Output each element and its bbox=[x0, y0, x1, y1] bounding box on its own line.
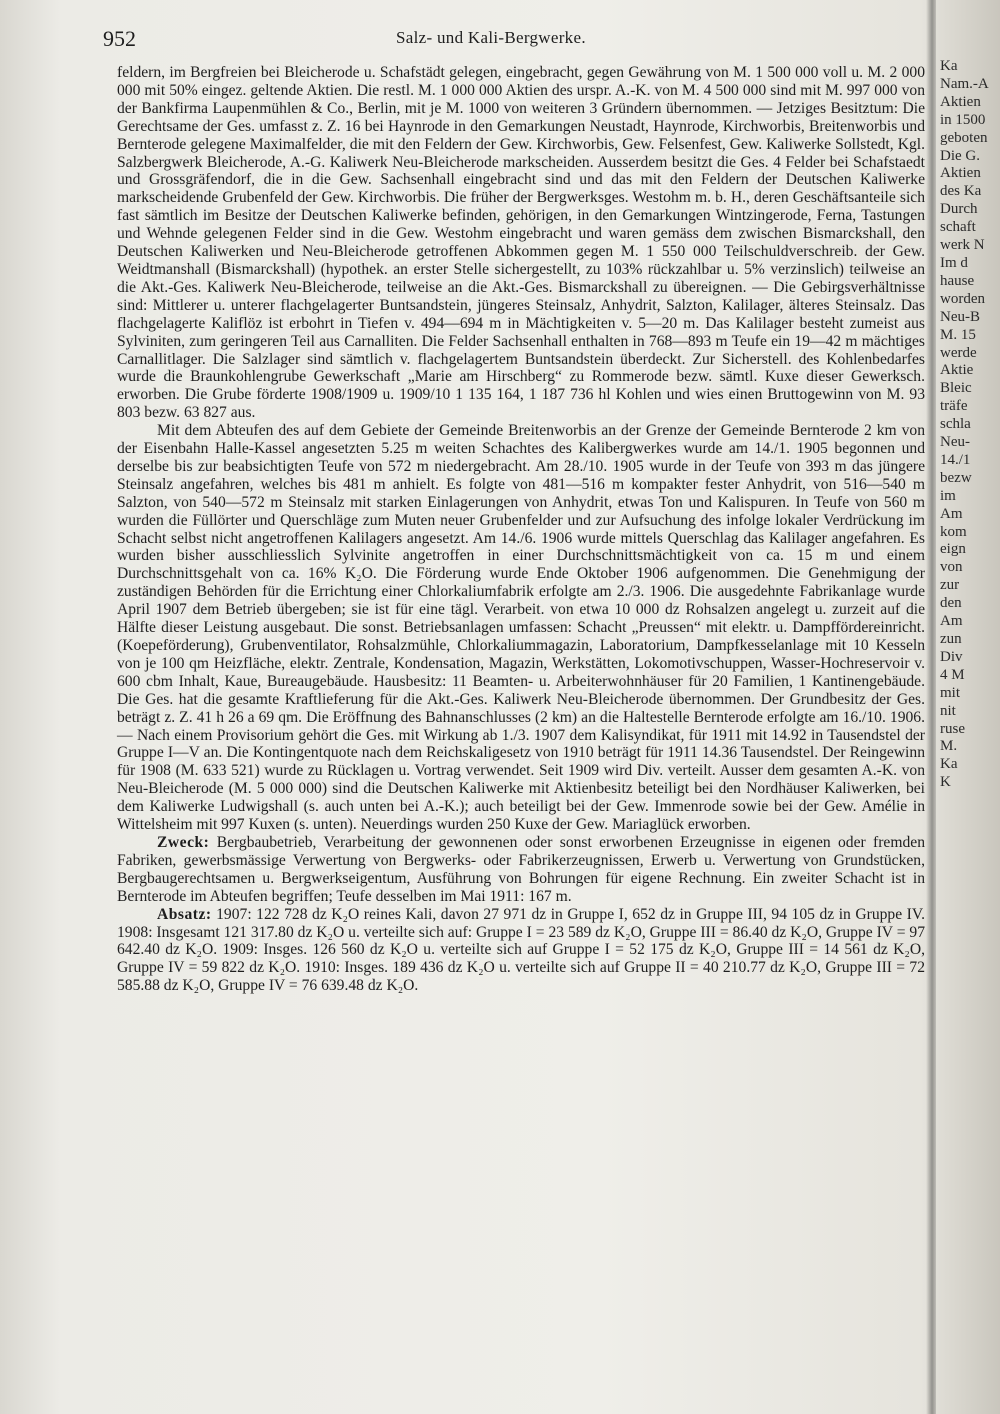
absatz-label: Absatz: bbox=[157, 905, 212, 923]
facing-fragment: werk N bbox=[940, 237, 985, 254]
facing-fragment: hause bbox=[940, 272, 975, 289]
facing-fragment: zur bbox=[940, 577, 960, 594]
facing-fragment: in 1500 bbox=[940, 111, 986, 128]
facing-fragment: Nam.-A bbox=[940, 75, 989, 92]
facing-fragment: zun bbox=[940, 631, 962, 647]
facing-fragment: geboten bbox=[940, 129, 988, 146]
facing-fragment: Aktien bbox=[940, 93, 981, 110]
facing-fragment: Div bbox=[940, 648, 963, 665]
facing-fragment: eign bbox=[940, 541, 966, 558]
absatz-text: 1907: 122 728 dz K₂O reines Kali, davon 27 971 dz in Gruppe I, 652 dz in Gruppe III, 94 105 dz in Gruppe IV. 1908: Insgesamt 121 317.80 dz K₂O u. verteilte sich auf: Gruppe I = 23 589 dz K₂O, Gruppe III = 86.40 dz K₂O, Gruppe IV = 97 642.40 dz K₂O. 1909: Insges. 126 560 dz K₂O u. verteilte sich auf Gruppe I = 52 175 dz K₂O, Gruppe III = 14 561 dz K₂O, Gruppe IV = 59 822 dz K₂O. 1910: Insges. 189 436 dz K₂O u. verteilte sich auf Gruppe II = 40 210.77 dz K₂O, Gruppe III = 72 585.88 dz K₂O, Gruppe IV = 76 639.48 dz K₂O. bbox=[117, 905, 925, 995]
facing-fragment: Im d bbox=[940, 254, 968, 271]
facing-fragment: mit bbox=[940, 684, 961, 701]
facing-fragment: schaft bbox=[940, 219, 976, 236]
paragraph-zweck bbox=[117, 834, 925, 906]
body-text bbox=[117, 64, 925, 995]
page-number: 952 bbox=[103, 26, 136, 51]
facing-fragment: den bbox=[940, 595, 962, 612]
facing-fragment: Ka bbox=[940, 58, 958, 74]
paragraph-abteufen: Mit dem Abteufen des auf dem Gebiete der Gemeinde Breitenworbis an der Grenze der Gemeinde Bernterode 2 km von der Eisenbahn Halle-Kassel angesetzten 5.25 m weiten Schachtes des Kalibergwerkes wurde am 14./1. 1905 begonnen und derselbe bis zur beabsichtigten Teufe von 572 m niedergebracht. Am 28./10. 1905 wurde in der Teufe von 393 m das jüngere Steinsalz angefahren, welches bis 481 m anhielt. Es folgte von 481—516 m kompakter fester Anhydrit, von 516—540 m Salzton, von 540—572 m Steinsalz mit starken Einlagerungen von Anhydrit, etwas Ton und Kalispuren. In Teufe von 560 m wurden die Füllörter und Querschläge zum Muten neuer Grubenfelder und zur Aufsuchung des infolge lokaler Verdrückung im Schacht selbst nicht angetroffenen Kalilagers angesetzt. Am 14./6. 1906 wurde mittels Querschlag das Kalilager angefahren. Es wurden bisher ausschliesslich Sylvinite angetroffen in einer Durchschnittsmächtigkeit von ca. 15 m und einem Durchschnittsgehalt von ca. 16% K₂O. Die Förderung wurde Ende Oktober 1906 aufgenommen. Die Genehmigung der zuständigen Behörden für die Errichtung einer Chlorkaliumfabrik erfolgte am 2./3. 1906. Die ausgedehnte Fabrikanlage wurde April 1907 dem Betrieb übergeben; sie ist für eine tägl. Verarbeit. von etwa 10 000 dz Rohsalzen angelegt u. zurzeit auf die Hälfte dieser Leistung ausgebaut. Die sonst. Betriebsanlagen umfassen: Schacht „Preussen“ mit elektr. u. Dampffördereinricht. (Koepeförderung), Grubenventilator, Rohsalzmühle, Chlorkaliummagazin, Laboratorium, Dampfkesselanlage mit 10 Kesseln von je 100 qm Heizfläche, elektr. Zentrale, Kondensation, Magazin, Werkstätten, Lokomotivschuppen, Wasser-Hochreservoir v. 600 cbm Inhalt, Kaue, Bureaugebäude. Hausbesitz: 11 Beamten- u. Arbeiterwohnhäuser für 20 Familien, 1 Kantinengebäude. Die Ges. hat die gesamte Kraftlieferung für die Akt.-Ges. Kaliwerk Neu-Bleicherode übernommen. Der Grundbesitz der Ges. beträgt z. Z. 41 h 26 a 69 qm. Die Eröffnung des Bahnanschlusses (2 km) an die Haltestelle Bernterode erfolgte am 16./10. 1906. — Nach einem Provisorium gehört die Ges. mit Wirkung ab 1./3. 1907 dem Kalisyndikat, für 1911 mit 14.92 in Tausendstel der Gruppe I—V an. Die Kontingentquote nach dem Reichskaligesetz von 1910 beträgt für 1911 14.36 Tausendstel. Der Reingewinn für 1908 (M. 633 521) wurde zu Rücklagen u. Vortrag verwendet. Seit 1909 wird Div. verteilt. Ausser dem gesamten A.-K. von Neu-Bleicherode (M. 5 000 000) sind die Deutschen Kaliwerke mit Aktienbesitz beteiligt bei den Nordhäuser Kaliwerken, bei dem Kaliwerke Ludwigshall (s. auch unten bei A.-K.); auch beteiligt bei der Gew. Immenrode sowie bei der Gew. Amélie in Wittelsheim mit 997 Kuxen (s. unten). Neuerdings wurden 250 Kuxe der Gew. Mariaglück erworben. bbox=[117, 422, 925, 834]
facing-fragment: kom bbox=[940, 523, 967, 540]
facing-fragment: K bbox=[940, 774, 951, 791]
facing-fragment: Durch bbox=[940, 201, 978, 218]
facing-fragment: Aktien bbox=[940, 165, 981, 182]
facing-fragment: werde bbox=[940, 344, 977, 361]
facing-fragment: Aktie bbox=[940, 362, 974, 379]
paragraph-absatz bbox=[117, 906, 925, 996]
paragraph-besitztum: feldern, im Bergfreien bei Bleicherode u. Schafstädt gelegen, eingebracht, gegen Gewährung von M. 1 500 000 voll u. M. 2 000 000 mit 50% eingez. geltende Aktien. Die restl. M. 1 000 000 Aktien des urspr. A.-K. von M. 4 500 000 sind mit M. 997 000 von der Bankfirma Laupenmühlen & Co., Berlin, mit je M. 1000 von weiteren 3 Gründern übernommen. — Jetziges Besitztum: Die Gerechtsame der Ges. umfasst z. Z. 16 bei Haynrode in den Gemarkungen Neustadt, Haynrode, Kirchworbis, Breitenworbis und Bernterode gelegene Maximalfelder, die mit den Feldern der Gew. Kirchworbis, Gew. Felsenfest, Gew. Kaliwerke Sollstedt, Kgl. Salzbergwerk Bleicherode, A.-G. Kaliwerk Neu-Bleicherode markscheiden. Ausserdem besitzt die Ges. 4 Felder bei Schafstaedt und Grossgräfendorf, die in die Gew. Sachsenhall eingebracht sind und das mit den Feldern der Deutschen Kaliwerke markscheidende Grubenfeld der Gew. Kirchworbis. Die früher der Bergwerksges. Westohm m. b. H., deren Geschäftsanteile sich fast sämtlich im Besitze der Deutschen Kaliwerke befinden, gehörigen, in den Gemarkungen Wintzingerode, Ferna, Tastungen und Wehnde gelegenen Felder sind in die Gew. Westohm eingebracht und waren gemäss dem zwischen Bismarckshall, den Deutschen Kaliwerken und Neu-Bleicherode getroffenen Abkommen gegen M. 1 550 000 Teilschuldverschreib. der Gew. Weidtmanshall (Bismarckshall) (hypothek. an erster Stelle sichergestellt, zu 103% rückzahlbar u. 5% verzinslich) teilweise an die Akt.-Ges. Kaliwerk Neu-Bleicherode, teilweise an die Akt.-Ges. Bismarckshall zu übereignen. — Die Gebirgsverhältnisse sind: Mittlerer u. unterer flachgelagerter Buntsandstein, jüngeres Steinsalz, Anhydrit, Salzton, Kalilager, älteres Steinsalz. Das flachgelagerte Kaliflöz ist erbohrt in Tiefen v. 494—694 m in Mächtigkeiten v. 5—20 m. Das Kalilager besteht zumeist aus Sylviniten, zum geringeren Teil aus Carnalliten. Die Felder Sachsenhall enthalten in 768—893 m Teufe ein 19—42 m mächtiges Carnallitlager. Die Salzlager sind sämtlich v. flachgelagertem Buntsandstein überdeckt. Zur Sicherstell. des Kohlenbedarfes wurde die Braunkohlengrube Gewerkschaft „Marie am Hirschberg“ zu Rommerode bezw. sämtl. Kuxe dieser Gewerksch. erworben. Die Grube förderte 1908/1909 u. 1909/10 1 135 164, 1 187 736 hl Kohlen und wies einen Bruttogewinn von M. 93 803 bezw. 63 827 aus. bbox=[117, 64, 925, 422]
facing-fragment: des Ka bbox=[940, 183, 982, 200]
facing-fragment: im bbox=[940, 487, 956, 504]
facing-fragment: Neu-B bbox=[940, 308, 980, 325]
facing-fragment: von bbox=[940, 559, 963, 576]
facing-fragment: schla bbox=[940, 416, 971, 433]
facing-fragment: 4 M bbox=[940, 666, 965, 683]
facing-fragment: Die G. bbox=[940, 147, 980, 164]
facing-fragment: M. bbox=[940, 738, 958, 755]
facing-fragment: Neu- bbox=[940, 434, 970, 451]
facing-fragment: M. 15 bbox=[940, 326, 976, 343]
facing-fragment: Bleic bbox=[940, 380, 972, 397]
facing-fragment: ruse bbox=[940, 720, 965, 737]
facing-fragment: Am bbox=[940, 613, 963, 630]
facing-fragment: träfe bbox=[940, 398, 968, 415]
facing-fragment: worden bbox=[940, 290, 985, 307]
zweck-text: Bergbaubetrieb, Verarbeitung der gewonnenen oder sonst erworbenen Erzeugnisse in eigenen oder fremden Fabriken, gewerbsmässige Verwertung von Bergwerks- oder Fabrikerzeugnissen, Erwerb u. Verwertung von Grundstücken, Bergbaugerechtsamen u. Bergwerkseigentum, Ausführung von Bohrungen für eigene Rechnung. Ein zweiter Schacht ist in Bernterode im Abteufen begriffen; Teufe desselben im Mai 1911: 167 m. bbox=[117, 833, 925, 905]
page-gutter-shadow bbox=[926, 0, 936, 1414]
facing-fragment: Am bbox=[940, 505, 963, 522]
facing-fragment: bezw bbox=[940, 469, 972, 486]
running-head: Salz- und Kali-Bergwerke. bbox=[396, 28, 586, 47]
facing-page-edge bbox=[940, 58, 1000, 1058]
facing-fragment: Ka bbox=[940, 756, 958, 773]
facing-fragment: nit bbox=[940, 702, 956, 719]
facing-fragment: 14./1 bbox=[940, 451, 971, 468]
zweck-label: Zweck: bbox=[157, 833, 210, 851]
